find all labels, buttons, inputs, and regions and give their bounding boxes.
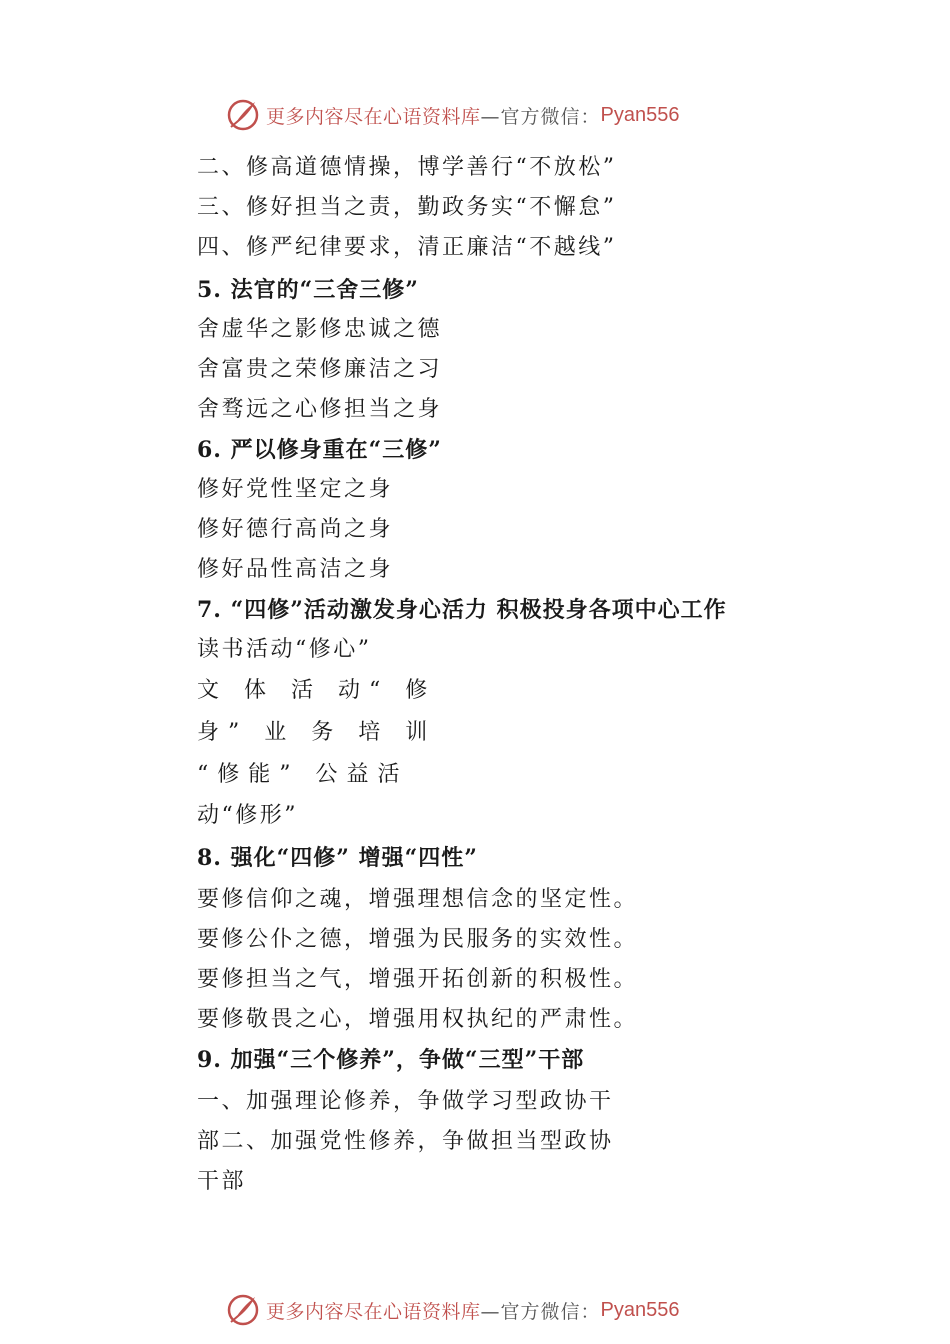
banner-wechat-id: Pyan556 [600,103,680,126]
section-heading: 8. 强化“四修” 增强“四性” [197,845,478,871]
text-line: 一、加强理论修养，争做学习型政协干 [197,1089,614,1114]
banner-text: 更多内容尽在心语资料库 [266,1300,481,1323]
text-line: 要修敬畏之心，增强用权执纪的严肃性。 [197,1007,639,1032]
document-body [197,148,817,1202]
text-line: 舍骛远之心修担当之身 [197,397,443,422]
text-line: “修能” 公益活 [197,762,409,787]
text-line: 干部 [197,1169,247,1194]
text-line: 舍虚华之影修忠诚之德 [197,317,443,342]
banner-subtext: —官方微信： [480,105,601,128]
text-line: 修好德行高尚之身 [197,517,394,542]
text-line: 要修信仰之魂，增强理想信念的坚定性。 [197,887,639,912]
header-banner [226,97,680,133]
section-heading: 6. 严以修身重在“三修” [197,437,442,463]
banner-text: 更多内容尽在心语资料库 [266,105,481,128]
section-heading: 7. “四修”活动激发身心活力 积极投身各项中心工作 [197,597,727,623]
text-line: 舍富贵之荣修廉洁之习 [197,357,443,382]
text-line: 动“修形” [197,803,298,828]
section-heading: 9. 加强“三个修养”，争做“三型”干部 [197,1047,585,1073]
text-line: 修好党性坚定之身 [197,477,394,502]
text-line: 身” 业 务 培 训 [197,720,437,745]
footer-banner [226,1292,680,1328]
text-line: 要修担当之气，增强开拓创新的积极性。 [197,967,639,992]
banner-wechat-id: Pyan556 [600,1298,680,1321]
text-line: 四、修严纪律要求，清正廉洁“不越线” [197,235,617,260]
text-line: 部二、加强党性修养，争做担当型政协 [197,1129,614,1154]
quill-logo-icon [226,1293,260,1327]
quill-logo-icon [226,98,260,132]
text-line: 三、修好担当之责，勤政务实“不懈怠” [197,195,617,220]
text-line: 读书活动“修心” [197,637,372,662]
text-line: 二、修高道德情操，博学善行“不放松” [197,155,617,180]
text-line: 要修公仆之德，增强为民服务的实效性。 [197,927,639,952]
section-heading: 5. 法官的“三舍三修” [197,277,419,303]
banner-subtext: —官方微信： [480,1300,601,1323]
text-line: 修好品性高洁之身 [197,557,394,582]
text-line: 文 体 活 动“ 修 [197,678,437,703]
